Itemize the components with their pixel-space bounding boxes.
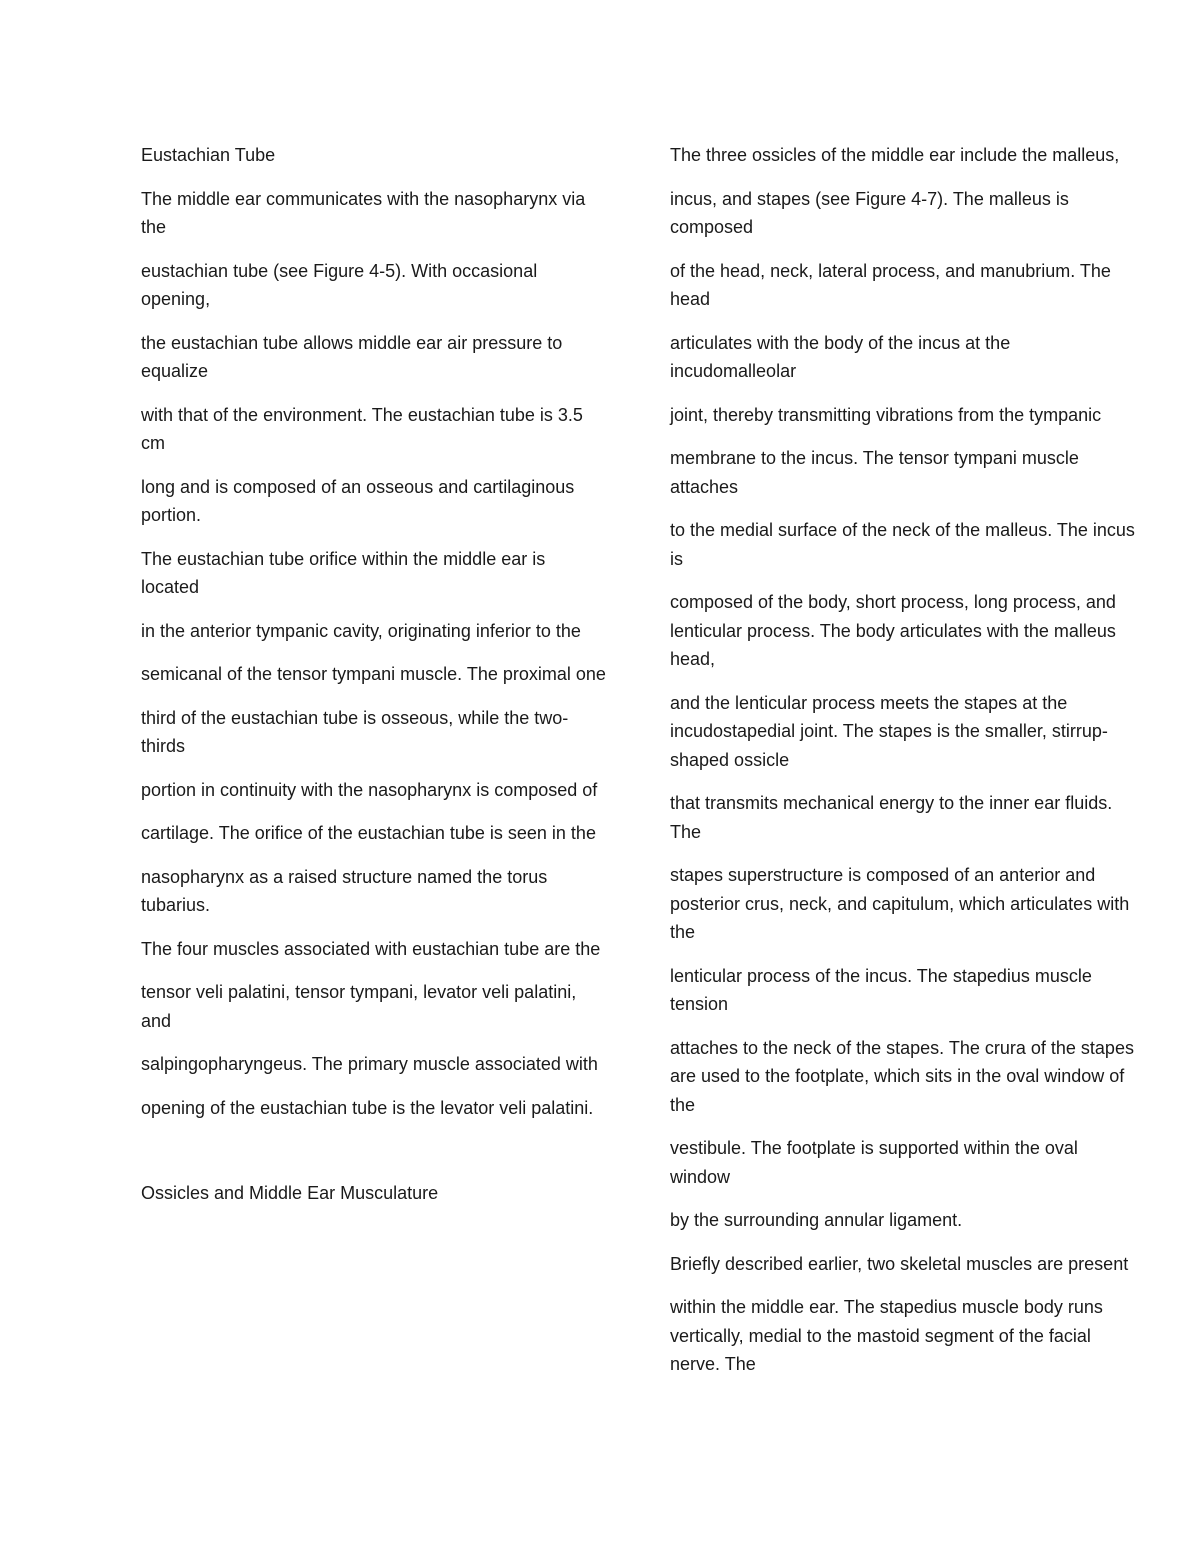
paragraph: with that of the environment. The eustachian tube is 3.5 cm (141, 404, 583, 453)
spacer (141, 1137, 606, 1179)
paragraph: The four muscles associated with eustachian tube are the (141, 938, 601, 959)
paragraph: The middle ear communicates with the nasopharynx via the (141, 188, 586, 237)
paragraph: third of the eustachian tube is osseous, while the two-thirds (141, 707, 569, 756)
paragraph: salpingopharyngeus. The primary muscle associated with (141, 1054, 598, 1074)
paragraph: and the lenticular process meets the stapes at the incudostapedial joint. The stapes is the smaller, stirrup-shaped ossicle (670, 692, 1108, 770)
paragraph: membrane to the incus. The tensor tympani muscle attaches (670, 448, 1079, 497)
paragraph: to the medial surface of the neck of the malleus. The incus is (670, 520, 1135, 569)
paragraph: of the head, neck, lateral process, and manubrium. The head (670, 260, 1111, 309)
paragraph: opening of the eustachian tube is the levator veli palatini. (141, 1097, 594, 1118)
paragraph: attaches to the neck of the stapes. The crura of the stapes are used to the footplate, which sits in the oval window of the (670, 1037, 1134, 1115)
paragraph: tensor veli palatini, tensor tympani, levator veli palatini, and (141, 982, 577, 1031)
paragraph: by the surrounding annular ligament. (670, 1210, 963, 1230)
paragraph: Briefly described earlier, two skeletal muscles are present (670, 1253, 1129, 1274)
paragraph: eustachian tube (see Figure 4-5). With occasional opening, (141, 260, 538, 309)
paragraph: The eustachian tube orifice within the middle ear is located (141, 548, 546, 597)
left-column (141, 141, 606, 1223)
paragraph: long and is composed of an osseous and cartilaginous portion. (141, 476, 575, 525)
paragraph: semicanal of the tensor tympani muscle. The proximal one (141, 664, 606, 684)
paragraph: joint, thereby transmitting vibrations from the tympanic (670, 404, 1102, 425)
paragraph: vestibule. The footplate is supported within the oval window (670, 1138, 1078, 1187)
paragraph: cartilage. The orifice of the eustachian tube is seen in the (141, 823, 596, 843)
paragraph: within the middle ear. The stapedius muscle body runs vertically, medial to the mastoid segment of the facial nerve. The (670, 1297, 1103, 1374)
paragraph: nasopharynx as a raised structure named the torus tubarius. (141, 866, 548, 915)
paragraph: incus, and stapes (see Figure 4-7). The malleus is composed (670, 188, 1069, 237)
paragraph: in the anterior tympanic cavity, originating inferior to the (141, 620, 581, 641)
section-title: Eustachian Tube (141, 145, 276, 165)
right-column (670, 141, 1135, 1394)
paragraph: The three ossicles of the middle ear include the malleus, (670, 145, 1120, 165)
paragraph: lenticular process of the incus. The stapedius muscle tension (670, 965, 1092, 1014)
section-heading: Ossicles and Middle Ear Musculature (141, 1183, 439, 1203)
paragraph: portion in continuity with the nasopharynx is composed of (141, 779, 598, 800)
paragraph: the eustachian tube allows middle ear air pressure to equalize (141, 332, 563, 381)
paragraph: articulates with the body of the incus at the incudomalleolar (670, 332, 1011, 381)
paragraph: composed of the body, short process, long process, and lenticular process. The body articulates with the malleus head, (670, 592, 1116, 669)
paragraph: stapes superstructure is composed of an anterior and posterior crus, neck, and capitulum, which articulates with the (670, 865, 1130, 942)
paragraph: that transmits mechanical energy to the inner ear fluids. The (670, 793, 1113, 842)
